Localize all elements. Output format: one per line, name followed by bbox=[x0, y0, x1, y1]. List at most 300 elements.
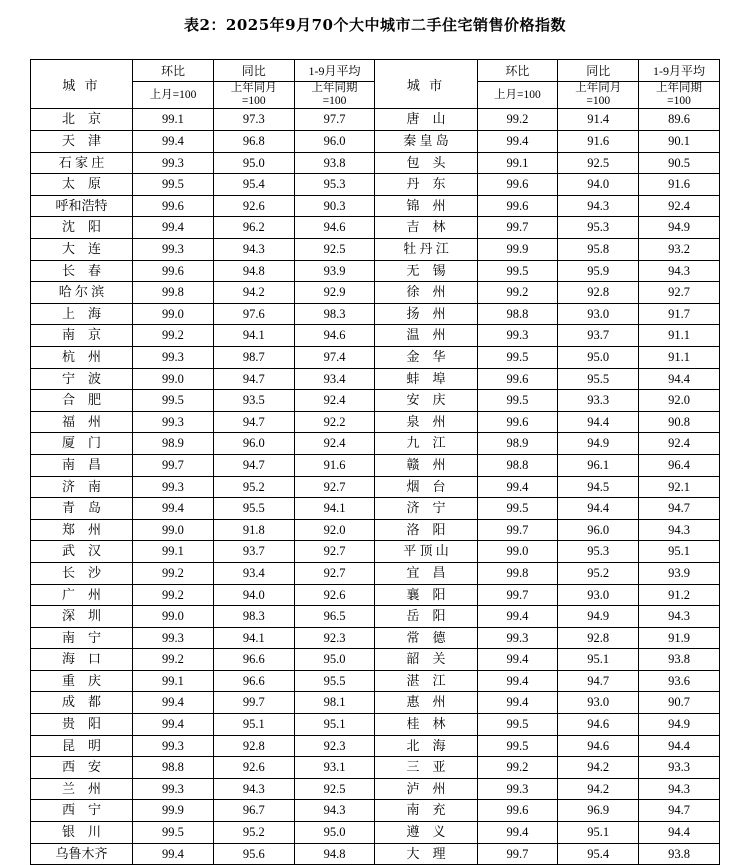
value-avg-left: 92.6 bbox=[294, 584, 375, 606]
value-yoy-right: 93.3 bbox=[558, 390, 639, 412]
value-yoy-right: 95.9 bbox=[558, 260, 639, 282]
header-group-yoy-right: 同比 bbox=[558, 60, 639, 82]
table-row bbox=[31, 822, 720, 844]
value-yoy-right: 96.1 bbox=[558, 454, 639, 476]
value-yoy-left: 94.2 bbox=[213, 282, 294, 304]
city-name-right: 丹 东 bbox=[375, 174, 477, 196]
value-mom-left: 99.3 bbox=[133, 411, 214, 433]
city-name-right: 秦 皇 岛 bbox=[375, 131, 477, 153]
table-row bbox=[31, 843, 720, 865]
city-name-right: 韶 关 bbox=[375, 649, 477, 671]
value-mom-left: 99.4 bbox=[133, 843, 214, 865]
value-yoy-left: 96.8 bbox=[213, 131, 294, 153]
value-avg-right: 91.2 bbox=[639, 584, 720, 606]
city-name-right: 赣 州 bbox=[375, 454, 477, 476]
header-city-right: 城 市 bbox=[375, 60, 477, 109]
header-base-mom-right bbox=[477, 82, 558, 109]
value-yoy-right: 94.9 bbox=[558, 606, 639, 628]
city-name-left: 兰 州 bbox=[31, 778, 133, 800]
city-name-right: 岳 阳 bbox=[375, 606, 477, 628]
value-mom-left: 99.4 bbox=[133, 692, 214, 714]
table-row bbox=[31, 649, 720, 671]
value-mom-right: 99.7 bbox=[477, 519, 558, 541]
table-row bbox=[31, 303, 720, 325]
value-yoy-left: 95.1 bbox=[213, 714, 294, 736]
city-name-left: 哈 尔 滨 bbox=[31, 282, 133, 304]
value-yoy-left: 96.6 bbox=[213, 670, 294, 692]
city-name-left: 南 宁 bbox=[31, 627, 133, 649]
value-mom-right: 99.7 bbox=[477, 843, 558, 865]
value-mom-right: 99.4 bbox=[477, 131, 558, 153]
city-name-right: 扬 州 bbox=[375, 303, 477, 325]
value-yoy-right: 94.5 bbox=[558, 476, 639, 498]
value-avg-right: 93.9 bbox=[639, 562, 720, 584]
value-avg-left: 92.4 bbox=[294, 390, 375, 412]
value-avg-right: 94.3 bbox=[639, 519, 720, 541]
value-avg-right: 96.4 bbox=[639, 454, 720, 476]
value-yoy-right: 94.3 bbox=[558, 195, 639, 217]
value-avg-left: 92.7 bbox=[294, 476, 375, 498]
table-row bbox=[31, 433, 720, 455]
city-name-right: 南 充 bbox=[375, 800, 477, 822]
value-mom-right: 99.4 bbox=[477, 692, 558, 714]
value-avg-left: 92.7 bbox=[294, 541, 375, 563]
value-yoy-left: 98.7 bbox=[213, 346, 294, 368]
value-yoy-right: 91.4 bbox=[558, 109, 639, 131]
value-yoy-left: 99.7 bbox=[213, 692, 294, 714]
header-group-avg-right: 1-9月平均 bbox=[639, 60, 720, 82]
city-name-left: 昆 明 bbox=[31, 735, 133, 757]
value-mom-right: 99.5 bbox=[477, 390, 558, 412]
value-yoy-right: 94.4 bbox=[558, 411, 639, 433]
city-name-left: 乌鲁木齐 bbox=[31, 843, 133, 865]
value-avg-left: 92.5 bbox=[294, 778, 375, 800]
value-yoy-left: 94.3 bbox=[213, 778, 294, 800]
value-yoy-left: 94.7 bbox=[213, 454, 294, 476]
value-yoy-right: 95.8 bbox=[558, 239, 639, 261]
city-name-right: 三 亚 bbox=[375, 757, 477, 779]
value-yoy-right: 96.0 bbox=[558, 519, 639, 541]
value-mom-left: 99.1 bbox=[133, 109, 214, 131]
city-name-right: 济 宁 bbox=[375, 498, 477, 520]
value-mom-right: 99.5 bbox=[477, 498, 558, 520]
value-mom-left: 99.0 bbox=[133, 519, 214, 541]
table-row bbox=[31, 498, 720, 520]
city-name-right: 徐 州 bbox=[375, 282, 477, 304]
value-avg-left: 95.0 bbox=[294, 822, 375, 844]
value-yoy-right: 95.4 bbox=[558, 843, 639, 865]
value-yoy-right: 93.0 bbox=[558, 692, 639, 714]
value-avg-left: 93.9 bbox=[294, 260, 375, 282]
value-mom-right: 99.4 bbox=[477, 476, 558, 498]
value-yoy-left: 91.8 bbox=[213, 519, 294, 541]
value-yoy-left: 94.3 bbox=[213, 239, 294, 261]
value-yoy-left: 95.6 bbox=[213, 843, 294, 865]
value-mom-left: 99.3 bbox=[133, 152, 214, 174]
value-yoy-right: 93.0 bbox=[558, 303, 639, 325]
value-mom-left: 99.3 bbox=[133, 735, 214, 757]
value-avg-right: 89.6 bbox=[639, 109, 720, 131]
city-name-right: 牡 丹 江 bbox=[375, 239, 477, 261]
header-base-yoy-right-line2: =100 bbox=[586, 95, 611, 108]
value-mom-left: 99.0 bbox=[133, 303, 214, 325]
value-mom-right: 99.5 bbox=[477, 714, 558, 736]
header-base-avg-right-line1: 上年同期 bbox=[656, 82, 703, 94]
city-name-left: 宁 波 bbox=[31, 368, 133, 390]
city-name-left: 武 汉 bbox=[31, 541, 133, 563]
city-name-right: 宜 昌 bbox=[375, 562, 477, 584]
city-name-left: 合 肥 bbox=[31, 390, 133, 412]
value-avg-right: 94.3 bbox=[639, 260, 720, 282]
city-name-right: 遵 义 bbox=[375, 822, 477, 844]
value-avg-left: 98.3 bbox=[294, 303, 375, 325]
value-avg-right: 91.6 bbox=[639, 174, 720, 196]
city-name-left: 深 圳 bbox=[31, 606, 133, 628]
city-name-right: 常 德 bbox=[375, 627, 477, 649]
value-mom-left: 99.8 bbox=[133, 282, 214, 304]
value-yoy-right: 94.4 bbox=[558, 498, 639, 520]
city-name-right: 泉 州 bbox=[375, 411, 477, 433]
city-name-left: 厦 门 bbox=[31, 433, 133, 455]
table-row bbox=[31, 411, 720, 433]
table-row bbox=[31, 584, 720, 606]
table-row bbox=[31, 519, 720, 541]
city-name-left: 银 川 bbox=[31, 822, 133, 844]
header-base-yoy-left bbox=[213, 82, 294, 109]
value-mom-left: 99.5 bbox=[133, 174, 214, 196]
value-avg-right: 92.1 bbox=[639, 476, 720, 498]
value-mom-right: 98.9 bbox=[477, 433, 558, 455]
value-avg-right: 92.4 bbox=[639, 433, 720, 455]
city-name-left: 南 昌 bbox=[31, 454, 133, 476]
value-yoy-right: 92.5 bbox=[558, 152, 639, 174]
table-row bbox=[31, 390, 720, 412]
value-avg-right: 90.5 bbox=[639, 152, 720, 174]
table-row bbox=[31, 346, 720, 368]
header-base-avg-right-line2: =100 bbox=[667, 95, 691, 108]
value-mom-right: 99.5 bbox=[477, 346, 558, 368]
table-row bbox=[31, 282, 720, 304]
value-avg-left: 92.0 bbox=[294, 519, 375, 541]
value-mom-right: 98.8 bbox=[477, 454, 558, 476]
city-name-left: 海 口 bbox=[31, 649, 133, 671]
city-name-left: 西 宁 bbox=[31, 800, 133, 822]
value-avg-right: 92.4 bbox=[639, 195, 720, 217]
header-base-yoy-right-line1: 上年同月 bbox=[575, 82, 622, 94]
value-mom-left: 98.9 bbox=[133, 433, 214, 455]
table-row bbox=[31, 757, 720, 779]
value-mom-right: 99.1 bbox=[477, 152, 558, 174]
table-body bbox=[31, 109, 720, 865]
table-row bbox=[31, 131, 720, 153]
value-yoy-right: 95.1 bbox=[558, 822, 639, 844]
header-city-left: 城 市 bbox=[31, 60, 133, 109]
value-yoy-left: 94.7 bbox=[213, 368, 294, 390]
value-avg-left: 98.1 bbox=[294, 692, 375, 714]
table-row bbox=[31, 239, 720, 261]
table-row bbox=[31, 606, 720, 628]
value-avg-right: 94.4 bbox=[639, 368, 720, 390]
header-group-yoy-left: 同比 bbox=[213, 60, 294, 82]
value-avg-right: 93.8 bbox=[639, 649, 720, 671]
header-row-groups bbox=[31, 60, 720, 82]
city-name-right: 温 州 bbox=[375, 325, 477, 347]
table-row bbox=[31, 454, 720, 476]
value-avg-left: 94.6 bbox=[294, 325, 375, 347]
city-name-left: 石 家 庄 bbox=[31, 152, 133, 174]
table-row bbox=[31, 152, 720, 174]
city-name-left: 广 州 bbox=[31, 584, 133, 606]
value-mom-right: 99.0 bbox=[477, 541, 558, 563]
value-mom-right: 99.4 bbox=[477, 649, 558, 671]
city-name-right: 洛 阳 bbox=[375, 519, 477, 541]
table-row bbox=[31, 800, 720, 822]
value-yoy-right: 93.7 bbox=[558, 325, 639, 347]
city-name-left: 天 津 bbox=[31, 131, 133, 153]
table-row bbox=[31, 692, 720, 714]
table-row bbox=[31, 714, 720, 736]
value-avg-left: 96.0 bbox=[294, 131, 375, 153]
value-avg-left: 92.4 bbox=[294, 433, 375, 455]
city-name-right: 惠 州 bbox=[375, 692, 477, 714]
value-mom-left: 99.2 bbox=[133, 562, 214, 584]
city-name-left: 南 京 bbox=[31, 325, 133, 347]
value-avg-right: 91.7 bbox=[639, 303, 720, 325]
value-yoy-left: 95.2 bbox=[213, 822, 294, 844]
value-avg-right: 91.1 bbox=[639, 325, 720, 347]
value-mom-left: 99.2 bbox=[133, 325, 214, 347]
city-name-left: 大 连 bbox=[31, 239, 133, 261]
table-row bbox=[31, 174, 720, 196]
value-yoy-left: 93.7 bbox=[213, 541, 294, 563]
table-row bbox=[31, 778, 720, 800]
value-mom-right: 99.7 bbox=[477, 217, 558, 239]
table-row bbox=[31, 735, 720, 757]
city-name-right: 无 锡 bbox=[375, 260, 477, 282]
city-name-right: 泸 州 bbox=[375, 778, 477, 800]
value-yoy-right: 95.2 bbox=[558, 562, 639, 584]
header-base-avg-left-line1: 上年同期 bbox=[311, 82, 358, 94]
value-mom-right: 99.7 bbox=[477, 584, 558, 606]
value-yoy-right: 95.0 bbox=[558, 346, 639, 368]
city-name-left: 郑 州 bbox=[31, 519, 133, 541]
value-mom-left: 98.8 bbox=[133, 757, 214, 779]
value-mom-left: 99.5 bbox=[133, 390, 214, 412]
value-mom-right: 99.6 bbox=[477, 411, 558, 433]
table-header bbox=[31, 60, 720, 109]
header-base-yoy-right bbox=[558, 82, 639, 109]
value-avg-right: 94.4 bbox=[639, 822, 720, 844]
city-name-right: 安 庆 bbox=[375, 390, 477, 412]
value-avg-right: 94.4 bbox=[639, 735, 720, 757]
city-name-left: 福 州 bbox=[31, 411, 133, 433]
value-mom-right: 99.2 bbox=[477, 282, 558, 304]
value-avg-left: 90.3 bbox=[294, 195, 375, 217]
city-name-left: 长 春 bbox=[31, 260, 133, 282]
value-yoy-left: 92.6 bbox=[213, 757, 294, 779]
city-name-right: 襄 阳 bbox=[375, 584, 477, 606]
city-name-left: 沈 阳 bbox=[31, 217, 133, 239]
value-mom-right: 99.3 bbox=[477, 325, 558, 347]
value-mom-left: 99.3 bbox=[133, 778, 214, 800]
value-yoy-right: 92.8 bbox=[558, 627, 639, 649]
city-name-left: 青 岛 bbox=[31, 498, 133, 520]
value-yoy-right: 95.5 bbox=[558, 368, 639, 390]
page-title: 表2：2025年9月70个大中城市二手住宅销售价格指数 bbox=[184, 16, 566, 34]
value-mom-left: 99.9 bbox=[133, 800, 214, 822]
price-index-table bbox=[30, 59, 720, 865]
header-base-mom-left bbox=[133, 82, 214, 109]
value-mom-left: 99.4 bbox=[133, 131, 214, 153]
value-mom-right: 99.8 bbox=[477, 562, 558, 584]
value-avg-left: 94.6 bbox=[294, 217, 375, 239]
value-avg-left: 92.3 bbox=[294, 627, 375, 649]
value-yoy-left: 94.7 bbox=[213, 411, 294, 433]
value-avg-left: 95.3 bbox=[294, 174, 375, 196]
city-name-left: 长 沙 bbox=[31, 562, 133, 584]
table-row bbox=[31, 562, 720, 584]
value-yoy-right: 95.1 bbox=[558, 649, 639, 671]
city-name-right: 蚌 埠 bbox=[375, 368, 477, 390]
header-base-avg-right bbox=[639, 82, 720, 109]
value-yoy-left: 95.2 bbox=[213, 476, 294, 498]
table-row bbox=[31, 195, 720, 217]
value-avg-left: 92.9 bbox=[294, 282, 375, 304]
value-mom-right: 99.6 bbox=[477, 174, 558, 196]
value-mom-left: 99.2 bbox=[133, 649, 214, 671]
value-yoy-right: 93.0 bbox=[558, 584, 639, 606]
city-name-right: 湛 江 bbox=[375, 670, 477, 692]
value-mom-left: 99.3 bbox=[133, 239, 214, 261]
value-mom-right: 99.2 bbox=[477, 109, 558, 131]
value-yoy-right: 94.0 bbox=[558, 174, 639, 196]
header-group-avg-left: 1-9月平均 bbox=[294, 60, 375, 82]
value-avg-right: 93.6 bbox=[639, 670, 720, 692]
value-avg-left: 92.5 bbox=[294, 239, 375, 261]
value-mom-left: 99.7 bbox=[133, 454, 214, 476]
value-avg-left: 94.8 bbox=[294, 843, 375, 865]
value-mom-left: 99.6 bbox=[133, 260, 214, 282]
header-group-mom-left: 环比 bbox=[133, 60, 214, 82]
value-mom-left: 99.3 bbox=[133, 346, 214, 368]
value-avg-right: 93.2 bbox=[639, 239, 720, 261]
value-yoy-right: 95.3 bbox=[558, 217, 639, 239]
value-yoy-left: 93.5 bbox=[213, 390, 294, 412]
value-yoy-right: 94.2 bbox=[558, 778, 639, 800]
value-mom-left: 99.3 bbox=[133, 627, 214, 649]
value-avg-right: 94.7 bbox=[639, 498, 720, 520]
value-yoy-left: 95.4 bbox=[213, 174, 294, 196]
value-mom-right: 99.3 bbox=[477, 627, 558, 649]
value-avg-right: 94.9 bbox=[639, 714, 720, 736]
city-name-left: 西 安 bbox=[31, 757, 133, 779]
value-yoy-left: 94.1 bbox=[213, 325, 294, 347]
value-avg-left: 91.6 bbox=[294, 454, 375, 476]
value-avg-right: 91.1 bbox=[639, 346, 720, 368]
value-yoy-right: 94.2 bbox=[558, 757, 639, 779]
table-row bbox=[31, 109, 720, 131]
value-avg-right: 95.1 bbox=[639, 541, 720, 563]
value-mom-right: 98.8 bbox=[477, 303, 558, 325]
table-row bbox=[31, 476, 720, 498]
header-base-yoy-left-line2: =100 bbox=[241, 95, 266, 108]
value-avg-right: 90.8 bbox=[639, 411, 720, 433]
value-avg-right: 91.9 bbox=[639, 627, 720, 649]
value-yoy-left: 92.8 bbox=[213, 735, 294, 757]
city-name-left: 济 南 bbox=[31, 476, 133, 498]
value-mom-left: 99.2 bbox=[133, 584, 214, 606]
header-base-mom-right-text: 上月=100 bbox=[494, 88, 541, 101]
table-row bbox=[31, 217, 720, 239]
value-yoy-left: 98.3 bbox=[213, 606, 294, 628]
value-mom-right: 99.4 bbox=[477, 606, 558, 628]
value-mom-right: 99.6 bbox=[477, 800, 558, 822]
city-name-left: 太 原 bbox=[31, 174, 133, 196]
city-name-left: 杭 州 bbox=[31, 346, 133, 368]
value-yoy-left: 97.6 bbox=[213, 303, 294, 325]
value-avg-right: 94.3 bbox=[639, 778, 720, 800]
value-mom-right: 99.9 bbox=[477, 239, 558, 261]
value-yoy-right: 94.6 bbox=[558, 735, 639, 757]
city-name-left: 上 海 bbox=[31, 303, 133, 325]
value-mom-left: 99.1 bbox=[133, 670, 214, 692]
value-avg-right: 90.7 bbox=[639, 692, 720, 714]
city-name-left: 贵 阳 bbox=[31, 714, 133, 736]
city-name-right: 大 理 bbox=[375, 843, 477, 865]
value-yoy-right: 94.7 bbox=[558, 670, 639, 692]
value-yoy-left: 94.8 bbox=[213, 260, 294, 282]
value-avg-left: 92.7 bbox=[294, 562, 375, 584]
header-group-mom-right: 环比 bbox=[477, 60, 558, 82]
value-yoy-left: 96.2 bbox=[213, 217, 294, 239]
value-mom-right: 99.2 bbox=[477, 757, 558, 779]
value-yoy-left: 93.4 bbox=[213, 562, 294, 584]
value-yoy-left: 96.0 bbox=[213, 433, 294, 455]
value-avg-left: 97.7 bbox=[294, 109, 375, 131]
value-avg-left: 96.5 bbox=[294, 606, 375, 628]
value-avg-right: 93.8 bbox=[639, 843, 720, 865]
value-yoy-right: 94.9 bbox=[558, 433, 639, 455]
value-avg-right: 94.3 bbox=[639, 606, 720, 628]
value-mom-left: 99.4 bbox=[133, 498, 214, 520]
header-base-avg-left-line2: =100 bbox=[322, 95, 347, 108]
value-mom-right: 99.6 bbox=[477, 368, 558, 390]
value-avg-left: 93.4 bbox=[294, 368, 375, 390]
value-yoy-right: 92.8 bbox=[558, 282, 639, 304]
value-yoy-left: 94.1 bbox=[213, 627, 294, 649]
value-avg-left: 92.3 bbox=[294, 735, 375, 757]
value-mom-right: 99.4 bbox=[477, 822, 558, 844]
value-yoy-right: 95.3 bbox=[558, 541, 639, 563]
city-name-right: 九 江 bbox=[375, 433, 477, 455]
value-avg-left: 93.8 bbox=[294, 152, 375, 174]
value-avg-right: 90.1 bbox=[639, 131, 720, 153]
value-yoy-left: 96.7 bbox=[213, 800, 294, 822]
table-row bbox=[31, 541, 720, 563]
city-name-right: 唐 山 bbox=[375, 109, 477, 131]
value-avg-right: 92.0 bbox=[639, 390, 720, 412]
value-mom-right: 99.4 bbox=[477, 670, 558, 692]
table-row bbox=[31, 670, 720, 692]
value-avg-right: 94.7 bbox=[639, 800, 720, 822]
value-mom-left: 99.4 bbox=[133, 714, 214, 736]
city-name-right: 北 海 bbox=[375, 735, 477, 757]
value-mom-left: 99.1 bbox=[133, 541, 214, 563]
value-yoy-left: 97.3 bbox=[213, 109, 294, 131]
value-mom-left: 99.4 bbox=[133, 217, 214, 239]
value-avg-left: 94.1 bbox=[294, 498, 375, 520]
city-name-right: 平 顶 山 bbox=[375, 541, 477, 563]
